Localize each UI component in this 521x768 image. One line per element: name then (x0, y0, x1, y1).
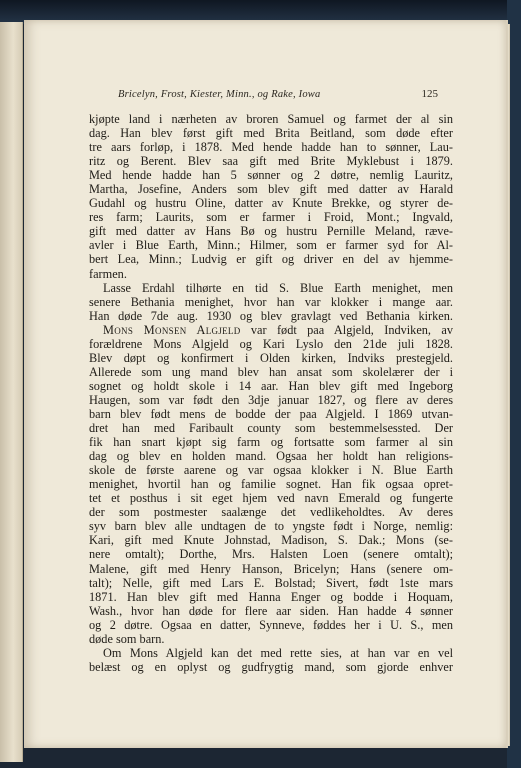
running-title: Bricelyn, Frost, Kiester, Minn., og Rake, Iowa (118, 89, 321, 100)
text-line: 1871. Han blev gift med Hanna Enger og bodde i Hoquam, (89, 589, 453, 604)
text-line: Kari, gift med Knute Johnstad, Madison, S. Dak.; Mons (se- (89, 533, 453, 548)
text-line: senere Bethania menighet, hvor han var klokker i mange aar. (89, 294, 453, 309)
text-line: farmen. (89, 266, 127, 281)
text-line: kjøpte land i nærheten av broren Samuel og farmet der al sin (89, 112, 453, 126)
text-line: syv barn blev alle undtagen de to yngste født i Norge, nemlig: (89, 519, 453, 534)
page-number: 125 (421, 88, 438, 100)
page-body-text (89, 112, 453, 674)
text-line: Gudahl og hustru Oline, datter av Knute Brekke, og styrer de- (89, 196, 453, 211)
person-name-heading: Mons Monsen Algjeld (103, 322, 241, 337)
text-line-rest: var født paa Algjeld, Indviken, av (240, 322, 453, 337)
text-line: og 2 døtre. Ogsaa en datter, Synneve, føddes her i U. S., men (89, 617, 453, 632)
text-line: Blev døpt og konfirmert i Olden kirken, Indviks prestegjeld. (89, 350, 453, 365)
text-line: tet et posthus i sit eget hjem ved navn Emerald og fungerte (89, 491, 453, 506)
text-line: Om Mons Algjeld kan det med rette sies, at han var en vel (103, 645, 453, 660)
text-line: talt); Nelle, gift med Lars E. Bolstad; Sivert, født 1ste mars (89, 575, 453, 590)
text-line: Allerede som ung mand blev han ansat som skolelærer der i (89, 364, 453, 379)
text-line: avler i Blue Earth, Minn.; Hilmer, som er farmer syd for Al- (89, 238, 453, 253)
text-line: skole de første aarene og var ogsaa klokker i N. Blue Earth (89, 463, 453, 478)
text-line: forældrene Mons Algjeld og Kari Lyslo den 21de juli 1828. (89, 336, 453, 351)
running-header (118, 88, 438, 104)
text-line: Med hende hadde han 5 sønner og 2 døtre, nemlig Lauritz, (89, 168, 453, 183)
text-line: Haugen, som var født den 3dje januar 1827, og flere av deres (89, 392, 453, 407)
text-line: res farm; Laurits, som er farmer i Froid, Mont.; Ingvald, (89, 210, 453, 225)
text-line: tre aars forløp, i 1878. Med hende hadde han to sønner, Lau- (89, 140, 453, 155)
text-line: belæst og en oplyst og gudfrygtig mand, som gjorde enhver (89, 659, 453, 674)
text-line: sognet og holdt skole i 14 aar. Han blev gift med Ingeborg (89, 378, 453, 393)
text-line: Malene, gift med Henry Hanson, Bricelyn; Hans (senere om- (89, 561, 453, 576)
text-line: Lasse Erdahl tilhørte en tid S. Blue Earth menighet, men (103, 280, 453, 295)
text-line: dag og blev en holden mand. Ogsaa her holdt han religions- (89, 449, 453, 464)
text-line: Wash., hvor han døde for flere aar siden. Han hadde 4 sønner (89, 603, 453, 618)
text-line: nere omtalt); Dorthe, Mrs. Halsten Loen (senere omtalt); (89, 547, 453, 562)
text-line: døde som barn. (89, 631, 165, 646)
text-line: ritz og Berent. Blev saa gift med Brite Myklebust i 1879. (89, 154, 453, 169)
text-line: fik han snart kjøpt sig farm og fortsatte som farmer al sin (89, 435, 453, 450)
text-line: gift med datter av Hans Bø og hustru Pernille Meland, ræve- (89, 224, 453, 239)
text-line: dret han med Faribault county som bestemmelsessted. Der (89, 421, 453, 436)
text-line (89, 323, 453, 337)
text-line: dag. Han blev først gift med Brita Beitland, som døde efter (89, 126, 453, 141)
text-line: barn blev født mens de bodde der paa Algjeld. I 1869 utvan- (89, 406, 453, 421)
text-line: bert Lea, Minn.; Ludvig er gift og driver en del av hjemme- (89, 252, 453, 267)
text-line: Martha, Josefine, Anders som blev gift med datter av Harald (89, 182, 453, 197)
text-line: Han døde 7de aug. 1930 og blev gravlagt ved Bethania kirken. (89, 308, 453, 323)
text-line: menighet, hvortil han og familie sognet. Han fik ogsaa opret- (89, 477, 453, 492)
facing-page-edge (0, 22, 23, 762)
text-line: der som postmester saalænge det vedlikeholdtes. Av deres (89, 505, 453, 520)
